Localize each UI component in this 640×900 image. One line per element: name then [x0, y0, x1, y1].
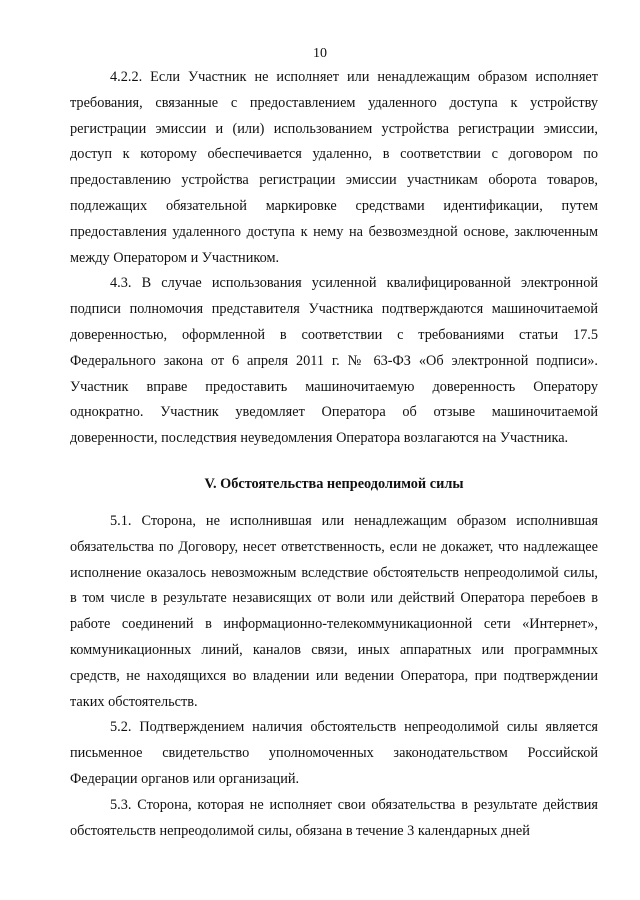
section-heading-v: V. Обстоятельства непреодолимой силы — [204, 476, 464, 492]
paragraph-5-2: 5.2. Подтверждением наличия обстоятельств непреодолимой силы является письменное свидетельство уполномоченных законодательством Российской Федерации органов или организаций. — [70, 719, 598, 787]
paragraph-5-1: 5.1. Сторона, не исполнившая или ненадлежащим образом исполнившая обязательства по Договору, несет ответственность, если не докажет, что надлежащее исполнение оказалось невозможным вследствие обстоятельств непреодолимой силы, в том числе в результате независящих от воли или действий Оператора перебоев в работе соединений в информационно-телекоммуникационной сети «Интернет», коммуникационных линий, каналов связи, иных аппаратных или программных средств, не находящихся во владении или ведении Оператора, при подтверждении таких обстоятельств. — [70, 513, 598, 710]
section-v-body — [70, 509, 598, 844]
page-number: 10 — [313, 46, 327, 61]
section-iv-continued — [70, 65, 598, 452]
paragraph-4-3: 4.3. В случае использования усиленной квалифицированной электронной подписи полномочия представителя Участника подтверждаются машиночитаемой доверенностью, оформленной в соответствии с требованиями статьи 17.5 Федерального закона от 6 апреля 2011 г. № 63-ФЗ «Об электронной подписи». Участник вправе предоставить машиночитаемую доверенность Оператору однократно. Участник уведомляет Оператора об отзыве машиночитаемой доверенности, последствия неуведомления Оператора возлагаются на Участника. — [70, 275, 598, 447]
paragraph-4-2-2: 4.2.2. Если Участник не исполняет или ненадлежащим образом исполняет требования, связанные с предоставлением удаленного доступа к устройству регистрации эмиссии и (или) использованием устройства регистрации эмиссии, доступ к которому обеспечивается удаленно, в соответствии с договором по предоставлению устройства регистрации эмиссии участникам оборота товаров, подлежащих обязательной маркировке средствами идентификации, путем предоставления удаленного доступа к нему на безвозмездной основе, заключенным между Оператором и Участником. — [70, 69, 598, 266]
paragraph-5-3: 5.3. Сторона, которая не исполняет свои обязательства в результате действия обстоятельств непреодолимой силы, обязана в течение 3 календарных дней — [70, 796, 598, 839]
